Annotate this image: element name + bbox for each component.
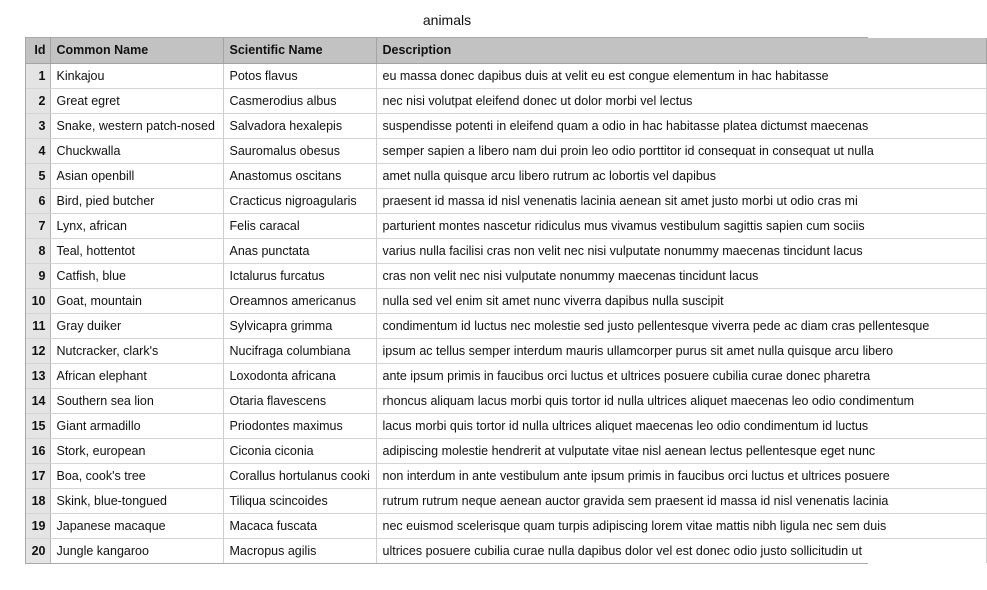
cell-id[interactable]: 20 <box>26 538 50 563</box>
cell-scientific-name[interactable]: Anastomus oscitans <box>223 163 376 188</box>
cell-common-name[interactable]: Teal, hottentot <box>50 238 223 263</box>
cell-scientific-name[interactable]: Sylvicapra grimma <box>223 313 376 338</box>
cell-common-name[interactable]: Lynx, african <box>50 213 223 238</box>
cell-scientific-name[interactable]: Felis caracal <box>223 213 376 238</box>
table-row[interactable] <box>26 488 986 513</box>
cell-common-name[interactable]: Kinkajou <box>50 63 223 88</box>
cell-id[interactable]: 18 <box>26 488 50 513</box>
column-header-scientific-name[interactable]: Scientific Name <box>223 38 376 63</box>
cell-description[interactable]: nulla sed vel enim sit amet nunc viverra dapibus nulla suscipit <box>376 288 986 313</box>
table-row[interactable] <box>26 313 986 338</box>
cell-description[interactable]: suspendisse potenti in eleifend quam a odio in hac habitasse platea dictumst maecenas <box>376 113 986 138</box>
cell-scientific-name[interactable]: Ciconia ciconia <box>223 438 376 463</box>
cell-description[interactable]: eu massa donec dapibus duis at velit eu est congue elementum in hac habitasse <box>376 63 986 88</box>
cell-common-name[interactable]: Goat, mountain <box>50 288 223 313</box>
cell-description[interactable]: amet nulla quisque arcu libero rutrum ac lobortis vel dapibus <box>376 163 986 188</box>
cell-description[interactable]: ante ipsum primis in faucibus orci luctus et ultrices posuere cubilia curae donec pharetra <box>376 363 986 388</box>
cell-description[interactable]: adipiscing molestie hendrerit at vulputate vitae nisl aenean lectus pellentesque eget nunc <box>376 438 986 463</box>
cell-id[interactable]: 13 <box>26 363 50 388</box>
table-row[interactable] <box>26 388 986 413</box>
cell-description[interactable]: semper sapien a libero nam dui proin leo odio porttitor id consequat in consequat ut nulla <box>376 138 986 163</box>
cell-scientific-name[interactable]: Otaria flavescens <box>223 388 376 413</box>
cell-id[interactable]: 3 <box>26 113 50 138</box>
header-row <box>26 38 986 63</box>
cell-description[interactable]: lacus morbi quis tortor id nulla ultrices aliquet maecenas leo odio condimentum id luctus <box>376 413 986 438</box>
cell-id[interactable]: 7 <box>26 213 50 238</box>
cell-id[interactable]: 17 <box>26 463 50 488</box>
table-row[interactable] <box>26 188 986 213</box>
cell-common-name[interactable]: Gray duiker <box>50 313 223 338</box>
cell-common-name[interactable]: Skink, blue-tongued <box>50 488 223 513</box>
cell-scientific-name[interactable]: Macaca fuscata <box>223 513 376 538</box>
cell-description[interactable]: parturient montes nascetur ridiculus mus vivamus vestibulum sagittis sapien cum sociis <box>376 213 986 238</box>
table-row[interactable] <box>26 513 986 538</box>
sheet-title: animals <box>422 12 472 28</box>
cell-id[interactable]: 15 <box>26 413 50 438</box>
cell-scientific-name[interactable]: Sauromalus obesus <box>223 138 376 163</box>
cell-id[interactable]: 9 <box>26 263 50 288</box>
cell-id[interactable]: 8 <box>26 238 50 263</box>
column-header-id[interactable]: Id <box>26 38 50 63</box>
cell-common-name[interactable]: Japanese macaque <box>50 513 223 538</box>
animals-table <box>26 38 987 563</box>
cell-id[interactable]: 5 <box>26 163 50 188</box>
cell-id[interactable]: 12 <box>26 338 50 363</box>
cell-common-name[interactable]: Nutcracker, clark's <box>50 338 223 363</box>
cell-description[interactable]: ipsum ac tellus semper interdum mauris ullamcorper purus sit amet nulla quisque arcu libero <box>376 338 986 363</box>
cell-scientific-name[interactable]: Nucifraga columbiana <box>223 338 376 363</box>
cell-common-name[interactable]: Catfish, blue <box>50 263 223 288</box>
cell-id[interactable]: 11 <box>26 313 50 338</box>
cell-id[interactable]: 4 <box>26 138 50 163</box>
cell-id[interactable]: 14 <box>26 388 50 413</box>
table-row[interactable] <box>26 538 986 563</box>
cell-description[interactable]: non interdum in ante vestibulum ante ipsum primis in faucibus orci luctus et ultrices posuere <box>376 463 986 488</box>
cell-id[interactable]: 19 <box>26 513 50 538</box>
cell-scientific-name[interactable]: Oreamnos americanus <box>223 288 376 313</box>
table-container[interactable] <box>25 37 930 564</box>
table-row[interactable] <box>26 288 986 313</box>
cell-scientific-name[interactable]: Macropus agilis <box>223 538 376 563</box>
table-body <box>26 63 986 563</box>
cell-description[interactable]: condimentum id luctus nec molestie sed justo pellentesque viverra pede ac diam cras pellentesque <box>376 313 986 338</box>
table-row[interactable] <box>26 138 986 163</box>
table-row[interactable] <box>26 438 986 463</box>
cell-id[interactable]: 2 <box>26 88 50 113</box>
table-row[interactable] <box>26 238 986 263</box>
cell-scientific-name[interactable]: Priodontes maximus <box>223 413 376 438</box>
column-header-common-name[interactable]: Common Name <box>50 38 223 63</box>
table-row[interactable] <box>26 63 986 88</box>
cell-scientific-name[interactable]: Anas punctata <box>223 238 376 263</box>
cell-description[interactable]: praesent id massa id nisl venenatis lacinia aenean sit amet justo morbi ut odio cras mi <box>376 188 986 213</box>
cell-common-name[interactable]: Boa, cook's tree <box>50 463 223 488</box>
column-header-description[interactable]: Description <box>376 38 986 63</box>
table-row[interactable] <box>26 163 986 188</box>
cell-scientific-name[interactable]: Ictalurus furcatus <box>223 263 376 288</box>
cell-id[interactable]: 1 <box>26 63 50 88</box>
table-row[interactable] <box>26 88 986 113</box>
cell-scientific-name[interactable]: Salvadora hexalepis <box>223 113 376 138</box>
cell-description[interactable]: varius nulla facilisi cras non velit nec nisi vulputate nonummy maecenas tincidunt lacus <box>376 238 986 263</box>
cell-description[interactable]: ultrices posuere cubilia curae nulla dapibus dolor vel est donec odio justo sollicitudin ut <box>376 538 986 563</box>
cell-common-name[interactable]: Chuckwalla <box>50 138 223 163</box>
table-row[interactable] <box>26 113 986 138</box>
cell-common-name[interactable]: Stork, european <box>50 438 223 463</box>
cell-scientific-name[interactable]: Tiliqua scincoides <box>223 488 376 513</box>
cell-common-name[interactable]: African elephant <box>50 363 223 388</box>
cell-id[interactable]: 10 <box>26 288 50 313</box>
cell-common-name[interactable]: Jungle kangaroo <box>50 538 223 563</box>
cell-scientific-name[interactable]: Corallus hortulanus cooki <box>223 463 376 488</box>
cell-description[interactable]: cras non velit nec nisi vulputate nonummy maecenas tincidunt lacus <box>376 263 986 288</box>
cell-common-name[interactable]: Snake, western patch-nosed <box>50 113 223 138</box>
cell-scientific-name[interactable]: Loxodonta africana <box>223 363 376 388</box>
cell-id[interactable]: 6 <box>26 188 50 213</box>
table-row[interactable] <box>26 363 986 388</box>
cell-description[interactable]: rutrum rutrum neque aenean auctor gravida sem praesent id massa id nisl venenatis lacinia <box>376 488 986 513</box>
cell-scientific-name[interactable]: Casmerodius albus <box>223 88 376 113</box>
cell-scientific-name[interactable]: Cracticus nigroagularis <box>223 188 376 213</box>
table-row[interactable] <box>26 263 986 288</box>
cell-common-name[interactable]: Great egret <box>50 88 223 113</box>
cell-common-name[interactable]: Bird, pied butcher <box>50 188 223 213</box>
table-row[interactable] <box>26 338 986 363</box>
cell-description[interactable]: nec nisi volutpat eleifend donec ut dolor morbi vel lectus <box>376 88 986 113</box>
table-row[interactable] <box>26 213 986 238</box>
cell-description[interactable]: nec euismod scelerisque quam turpis adipiscing lorem vitae mattis nibh ligula nec sem duis <box>376 513 986 538</box>
cell-description[interactable]: rhoncus aliquam lacus morbi quis tortor id nulla ultrices aliquet maecenas leo odio condimentum <box>376 388 986 413</box>
table-row[interactable] <box>26 413 986 438</box>
cell-common-name[interactable]: Southern sea lion <box>50 388 223 413</box>
cell-common-name[interactable]: Giant armadillo <box>50 413 223 438</box>
cell-id[interactable]: 16 <box>26 438 50 463</box>
table-row[interactable] <box>26 463 986 488</box>
cell-common-name[interactable]: Asian openbill <box>50 163 223 188</box>
cell-scientific-name[interactable]: Potos flavus <box>223 63 376 88</box>
